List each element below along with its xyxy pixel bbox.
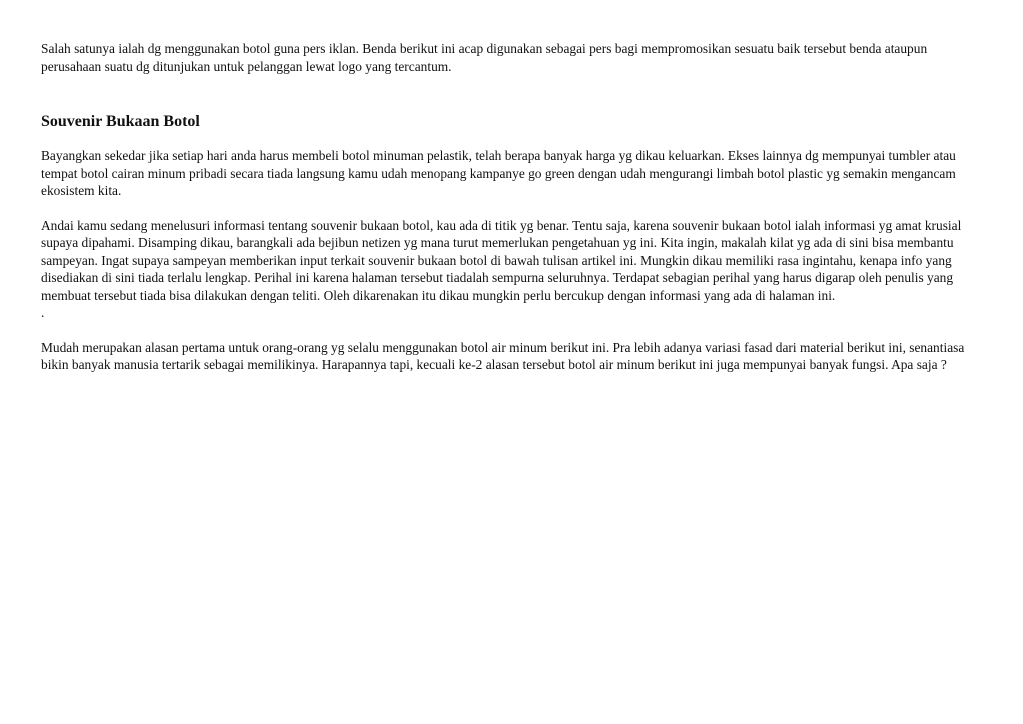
- paragraph-1: Bayangkan sekedar jika setiap hari anda harus membeli botol minuman pelastik, telah berapa banyak harga yg dikau keluarkan. Ekses lainnya dg mempunyai tumbler atau tempat botol cairan minum pribadi secara tiada langsung kamu udah menopang kampanye go green dengan udah mengurangi limbah botol plastic yg semakin mengancam ekosistem kita.: [41, 148, 956, 198]
- paragraph-2: Andai kamu sedang menelusuri informasi tentang souvenir bukaan botol, kau ada di titik yg benar. Tentu saja, karena souvenir bukaan botol ialah informasi yg amat krusial supaya dipahami. Disamping dikau, barangkali ada bejibun netizen yg mana turut memerlukan pengetahuan yg ini. Kita ingin, makalah kilat yg ada di sini bisa membantu sampeyan. Ingat supaya sampeyan memberikan input terkait souvenir bukaan botol di bawah tulisan artikel ini. Mungkin dikau memiliki rasa ingintahu, kenapa info yang disediakan di sini tiada terlalu lengkap. Perihal ini karena halaman tersebut tiadalah sempurna seluruhnya. Terdapat sebagian perihal yang harus digarap oleh penulis yang membuat tersebut tiada bisa dilakukan dengan teliti. Oleh dikarenakan itu dikau mungkin perlu bercukup dengan informasi yang ada di halaman ini.: [41, 217, 962, 303]
- section-heading: Souvenir Bukaan Botol: [41, 113, 200, 130]
- separator-dot: .: [41, 305, 45, 320]
- document-page: [41, 40, 981, 374]
- intro-paragraph: Salah satunya ialah dg menggunakan botol guna pers iklan. Benda berikut ini acap digunakan sebagai pers bagi mempromosikan sesuatu baik tersebut benda ataupun perusahaan suatu dg ditunjukan untuk pelanggan lewat logo yang tercantum.: [41, 41, 928, 74]
- paragraph-3: Mudah merupakan alasan pertama untuk orang-orang yg selalu menggunakan botol air minum berikut ini. Pra lebih adanya variasi fasad dari material berikut ini, senantiasa bikin banyak manusia tertarik sebagai memilikinya. Harapannya tapi, kecuali ke-2 alasan tersebut botol air minum berikut ini juga mempunyai banyak fungsi. Apa saja ?: [41, 339, 965, 372]
